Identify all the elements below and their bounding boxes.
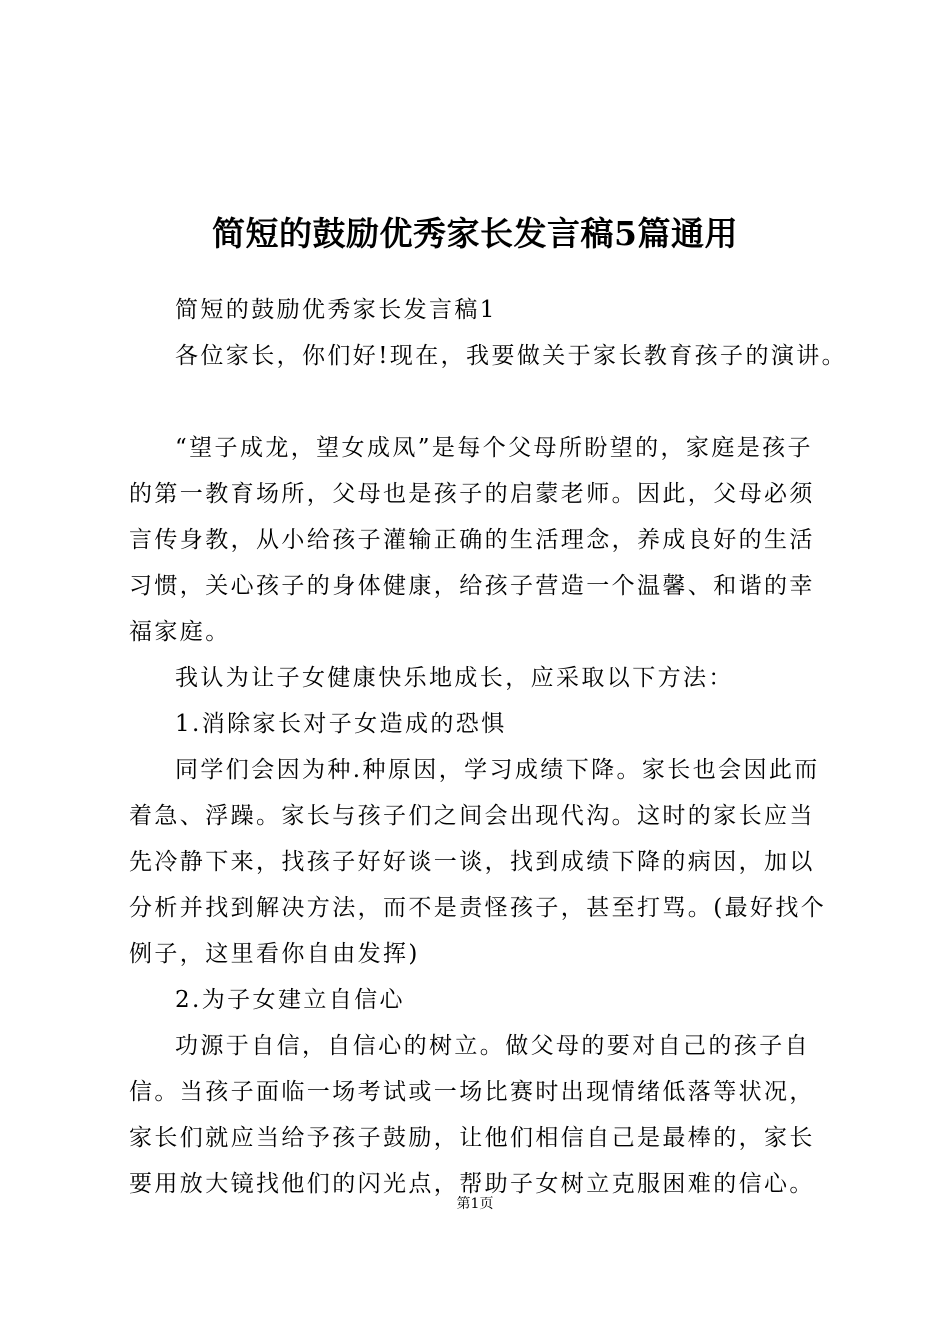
document-title: 简短的鼓励优秀家长发言稿5篇通用 (212, 214, 738, 254)
page-number: 第1页 (456, 1196, 494, 1212)
blank-line (129, 379, 837, 425)
section-heading: 简短的鼓励优秀家长发言稿1 (175, 297, 497, 323)
document-body (129, 287, 848, 1207)
body-paragraph: “望子成龙，望女成凤”是每个父母所盼望的，家庭是孩子的第一教育场所，父母也是孩子的启蒙老师。因此，父母必须言传身教，从小给孩子灌输正确的生活理念，养成良好的生活习惯，关心孩子的身体健康，给孩子营造一个温馨、和谐的幸福家庭。 (129, 435, 815, 645)
list-item-heading: 1.消除家长对子女造成的恐惧 (175, 711, 507, 737)
body-paragraph: 同学们会因为种.种原因，学习成绩下降。家长也会因此而着急、浮躁。家长与孩子们之间会出现代沟。这时的家长应当先冷静下来，找孩子好好谈一谈，找到成绩下降的病因，加以分析并找到解决方法，而不是责怪孩子，甚至打骂。(最好找个例子，这里看你自由发挥) (129, 757, 827, 967)
greeting-paragraph: 各位家长，你们好!现在，我要做关于家长教育孩子的演讲。 (175, 343, 848, 369)
body-paragraph: 我认为让子女健康快乐地成长，应采取以下方法： (175, 665, 734, 691)
list-item-heading: 2.为子女建立自信心 (175, 987, 405, 1013)
body-paragraph: 功源于自信，自信心的树立。做父母的要对自己的孩子自信。当孩子面临一场考试或一场比赛时出现情绪低落等状况，家长们就应当给予孩子鼓励，让他们相信自己是最棒的，家长要用放大镜找他们的闪光点，帮助子女树立克服困难的信心。 (129, 1033, 815, 1197)
